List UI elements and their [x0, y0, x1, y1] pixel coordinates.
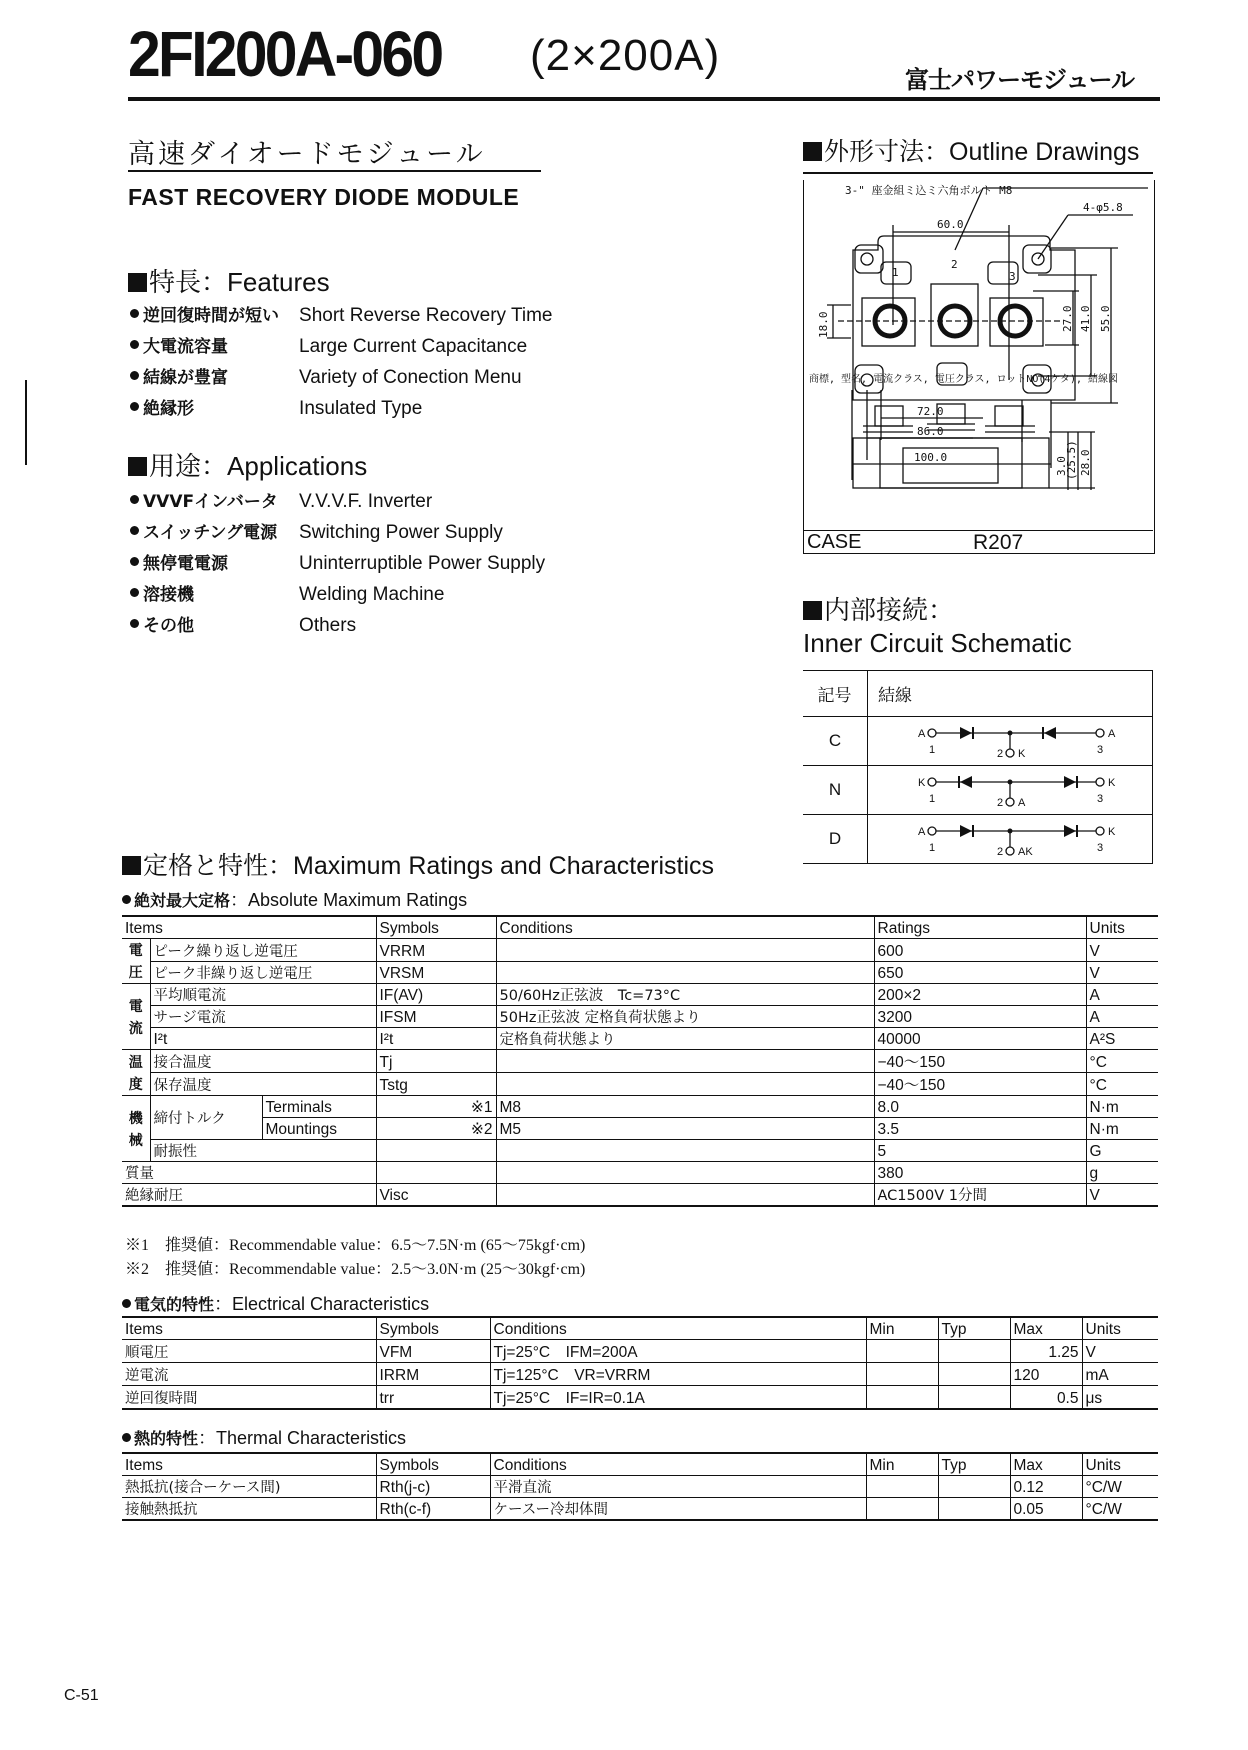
table-row — [122, 939, 1158, 962]
unit: V — [1086, 939, 1158, 962]
thermal-heading-en: Thermal Characteristics — [216, 1428, 407, 1448]
unit: °C/W — [1082, 1476, 1158, 1498]
typ-value — [938, 1498, 1010, 1521]
item-name: 平均順電流 — [150, 984, 376, 1006]
title-divider — [128, 97, 1160, 101]
table-row — [122, 1006, 1158, 1028]
label-note: 商標, 型名, 電流クラス, 電圧クラス, ロットNO(4ケタ), 結線図 — [809, 374, 1119, 385]
col-symbols: Symbols — [376, 1453, 490, 1476]
symbol: VFM — [376, 1340, 490, 1363]
item-name: 逆回復時間 — [122, 1386, 376, 1410]
unit: V — [1086, 961, 1158, 984]
item-name: 逆電流 — [122, 1363, 376, 1386]
circuit-d — [868, 815, 1152, 858]
schematic-heading-jp-text: 内部接続： — [824, 596, 955, 626]
typ-value — [938, 1340, 1010, 1363]
table-row — [122, 984, 1158, 1006]
outline-top-rule — [803, 172, 1153, 174]
item-name: Terminals — [262, 1096, 376, 1118]
conditions: M8 — [496, 1096, 874, 1118]
unit: °C — [1086, 1050, 1158, 1073]
table-row — [122, 1363, 1158, 1386]
dim-72: 72.0 — [917, 405, 944, 418]
typ-value — [938, 1363, 1010, 1386]
square-bullet-icon — [128, 273, 147, 292]
application-item — [130, 579, 545, 610]
features-heading-en: Features — [227, 267, 330, 297]
max-value: 120 — [1010, 1363, 1082, 1386]
node-label: K — [1018, 748, 1026, 760]
diode-icon — [1044, 727, 1056, 739]
col-min: Min — [866, 1453, 938, 1476]
unit: N·m — [1086, 1118, 1158, 1140]
col-wiring: 結線 — [868, 671, 1153, 717]
conditions: Tj=25°C IF=IR=0.1A — [490, 1386, 866, 1410]
node-label: A — [918, 826, 926, 838]
schematic-row — [803, 815, 1153, 864]
schematic-header-row — [803, 671, 1153, 717]
application-en: V.V.V.F. Inverter — [299, 491, 433, 512]
hole-note: 4-φ5.8 — [1083, 201, 1123, 214]
table-row — [122, 961, 1158, 984]
col-symbol: 記号 — [803, 671, 868, 717]
bullet-icon — [130, 340, 139, 349]
application-en: Uninterruptible Power Supply — [299, 553, 546, 574]
bullet-icon — [130, 309, 139, 318]
dim-55: 55.0 — [1099, 305, 1112, 332]
electrical-characteristics-table — [122, 1316, 1158, 1410]
circuit-c — [868, 717, 1152, 760]
feature-item — [130, 300, 552, 331]
table-header-row — [122, 916, 1158, 939]
unit: g — [1086, 1162, 1158, 1184]
table-row — [122, 1476, 1158, 1498]
conditions — [496, 1050, 874, 1073]
schematic-wiring — [868, 815, 1153, 864]
rating-value: 8.0 — [874, 1096, 1086, 1118]
abs-max-heading-en: Absolute Maximum Ratings — [248, 890, 468, 910]
electrical-heading-en: Electrical Characteristics — [232, 1294, 430, 1314]
conditions — [496, 961, 874, 984]
diode-icon — [960, 727, 972, 739]
node-label: AK — [1018, 846, 1033, 858]
symbol: I²t — [376, 1028, 496, 1050]
unit: mA — [1082, 1363, 1158, 1386]
table-row — [122, 1498, 1158, 1521]
table-header-row — [122, 1453, 1158, 1476]
brand-label: 富士パワーモジュール — [905, 66, 1135, 94]
symbol: VRRM — [376, 939, 496, 962]
dim-25-5: (25.5) — [1065, 440, 1078, 480]
conditions: 定格負荷状態より — [496, 1028, 874, 1050]
footnote-2: ※2 推奨値：Recommendable value：2.5～3.0N·m (25～30kgf·cm) — [125, 1261, 586, 1278]
group-current: 電流 — [122, 984, 150, 1050]
bullet-icon — [130, 495, 139, 504]
unit: G — [1086, 1140, 1158, 1162]
bullet-icon — [130, 402, 139, 411]
part-number-title: 2FI200A-060 — [128, 18, 442, 90]
symbol: IF(AV) — [376, 984, 496, 1006]
group-mechanical: 機械 — [122, 1096, 150, 1162]
features-heading-jp: 特長 — [149, 268, 202, 298]
item-name: 耐振性 — [150, 1140, 376, 1162]
terminal-num: 2 — [951, 258, 958, 271]
dim-41: 41.0 — [1079, 305, 1092, 332]
col-units: Units — [1082, 1317, 1158, 1340]
dim-3: 3.0 — [1055, 456, 1068, 476]
rating-value: 600 — [874, 939, 1086, 962]
feature-item — [130, 362, 552, 393]
min-value — [866, 1363, 938, 1386]
item-name: 質量 — [122, 1162, 376, 1184]
bullet-icon — [130, 526, 139, 535]
schematic-wiring — [868, 766, 1153, 815]
bullet-icon — [122, 1433, 131, 1442]
abs-max-heading: 絶対最大定格：Absolute Maximum Ratings — [122, 886, 467, 912]
col-symbols: Symbols — [376, 1317, 490, 1340]
thermal-characteristics-table — [122, 1452, 1158, 1521]
dim-60: 60.0 — [937, 218, 964, 231]
col-max: Max — [1010, 1453, 1082, 1476]
application-item — [130, 517, 545, 548]
square-bullet-icon — [803, 601, 822, 620]
terminal-num: 3 — [1009, 270, 1016, 283]
rating-value: 40000 — [874, 1028, 1086, 1050]
node-label: A — [1018, 797, 1026, 809]
application-en: Welding Machine — [299, 584, 445, 605]
conditions: Tj=125°C VR=VRRM — [490, 1363, 866, 1386]
col-conditions: Conditions — [490, 1317, 866, 1340]
application-item — [130, 548, 545, 579]
item-name: 順電圧 — [122, 1340, 376, 1363]
table-row — [122, 1096, 1158, 1118]
schematic-row — [803, 717, 1153, 766]
dim-27: 27.0 — [1061, 305, 1074, 332]
feature-en: Variety of Conection Menu — [299, 367, 522, 388]
mount-ear-tl — [855, 245, 883, 273]
application-item — [130, 486, 545, 517]
symbol: IRRM — [376, 1363, 490, 1386]
symbol: VRSM — [376, 961, 496, 984]
rating-value: 5 — [874, 1140, 1086, 1162]
application-jp: VVVFインバータ — [143, 492, 278, 512]
feature-en: Short Reverse Recovery Time — [299, 305, 553, 326]
table-row — [122, 1140, 1158, 1162]
current-rating-title: (2×200A) — [530, 31, 721, 80]
node-label: A — [1108, 728, 1116, 740]
circuit-n — [868, 766, 1152, 809]
node-num: 1 — [929, 744, 936, 756]
min-value — [866, 1386, 938, 1410]
unit: A — [1086, 984, 1158, 1006]
node-num: 3 — [1097, 793, 1104, 805]
ratings-heading-en: Maximum Ratings and Characteristics — [293, 852, 715, 880]
max-value: 1.25 — [1010, 1340, 1082, 1363]
col-typ: Typ — [938, 1317, 1010, 1340]
item-name: ピーク非繰り返し逆電圧 — [150, 961, 376, 984]
col-items: Items — [122, 1453, 376, 1476]
conditions — [496, 1140, 874, 1162]
outline-heading-jp: 外形寸法 — [824, 137, 925, 166]
mount-ear-tr — [1023, 245, 1051, 273]
diode-icon — [1064, 825, 1076, 837]
applications-heading: 用途：Applications — [128, 446, 367, 483]
application-jp: 溶接機 — [143, 585, 194, 605]
unit: V — [1082, 1340, 1158, 1363]
conditions — [496, 1162, 874, 1184]
col-conditions: Conditions — [496, 916, 874, 939]
conditions — [496, 939, 874, 962]
item-name: 熱抵抗(接合ーケース間) — [122, 1476, 376, 1498]
node-label: K — [918, 777, 926, 789]
square-bullet-icon — [803, 142, 822, 161]
item-name: 接触熱抵抗 — [122, 1498, 376, 1521]
schematic-symbol: C — [803, 717, 868, 766]
mount-hole-icon — [861, 253, 873, 265]
case-value: R207 — [973, 531, 1024, 554]
outline-heading: 外形寸法：Outline Drawings — [803, 132, 1139, 168]
bullet-icon — [130, 619, 139, 628]
symbol — [376, 1162, 496, 1184]
conditions: M5 — [496, 1118, 874, 1140]
rating-value: 650 — [874, 961, 1086, 984]
conditions: 50/60Hz正弦波 Tc=73°C — [496, 984, 874, 1006]
col-min: Min — [866, 1317, 938, 1340]
product-title-jp: 高速ダイオードモジュール — [128, 139, 486, 170]
unit: °C — [1086, 1073, 1158, 1096]
applications-list — [130, 486, 545, 641]
node-label: K — [1108, 777, 1116, 789]
conditions — [496, 1184, 874, 1207]
col-items: Items — [122, 916, 376, 939]
min-value — [866, 1476, 938, 1498]
feature-item — [130, 393, 552, 424]
node-num: 2 — [997, 797, 1004, 809]
table-row — [122, 1386, 1158, 1410]
col-typ: Typ — [938, 1453, 1010, 1476]
thermal-heading: 熱的特性：Thermal Characteristics — [122, 1424, 406, 1450]
typ-value — [938, 1386, 1010, 1410]
application-jp: その他 — [143, 616, 194, 636]
applications-heading-en: Applications — [227, 451, 368, 481]
bullet-icon — [130, 371, 139, 380]
unit: °C/W — [1082, 1498, 1158, 1521]
bullet-icon — [130, 557, 139, 566]
symbol: Rth(c-f) — [376, 1498, 490, 1521]
col-items: Items — [122, 1317, 376, 1340]
symbol: trr — [376, 1386, 490, 1410]
item-name: I²t — [150, 1028, 376, 1050]
item-name: 絶縁耐圧 — [122, 1184, 376, 1207]
bullet-icon — [122, 895, 131, 904]
note-ref: ※1 — [376, 1096, 496, 1118]
feature-item — [130, 331, 552, 362]
unit: V — [1086, 1184, 1158, 1207]
application-jp: 無停電電源 — [143, 554, 228, 574]
thermal-heading-jp: 熱的特性 — [134, 1429, 199, 1448]
max-value: 0.12 — [1010, 1476, 1082, 1498]
schematic-symbol: D — [803, 815, 868, 864]
col-units: Units — [1086, 916, 1158, 939]
application-jp: スイッチング電源 — [143, 523, 278, 543]
symbol: Tj — [376, 1050, 496, 1073]
electrical-heading-jp: 電気的特性 — [134, 1295, 215, 1314]
col-units: Units — [1082, 1453, 1158, 1476]
feature-jp: 逆回復時間が短い — [143, 306, 279, 326]
dim-100: 100.0 — [914, 451, 948, 464]
absolute-max-ratings-grid — [122, 915, 1158, 1207]
table-row — [122, 1028, 1158, 1050]
note-ref: ※2 — [376, 1118, 496, 1140]
applications-heading-jp: 用途 — [149, 452, 202, 482]
schematic-table — [803, 670, 1153, 864]
table-row — [122, 1118, 1158, 1140]
symbol: Rth(j-c) — [376, 1476, 490, 1498]
node-label: K — [1108, 826, 1116, 838]
square-bullet-icon — [128, 457, 147, 476]
scan-mark — [25, 380, 27, 465]
application-item — [130, 610, 545, 641]
unit: μs — [1082, 1386, 1158, 1410]
case-row — [803, 530, 1153, 553]
dim-18: 18.0 — [817, 311, 830, 338]
symbol: Visc — [376, 1184, 496, 1207]
rating-value: 3200 — [874, 1006, 1086, 1028]
product-title-divider — [128, 170, 541, 172]
feature-jp: 結線が豊富 — [143, 368, 228, 388]
symbol — [376, 1140, 496, 1162]
ratings-heading: 定格と特性：Maximum Ratings and Characteristics — [122, 846, 714, 882]
schematic-heading-en: Inner Circuit Schematic — [803, 628, 1072, 658]
rating-value: −40～150 — [874, 1073, 1086, 1096]
table-row — [122, 1340, 1158, 1363]
feature-en: Insulated Type — [299, 398, 423, 419]
col-max: Max — [1010, 1317, 1082, 1340]
schematic-row — [803, 766, 1153, 815]
min-value — [866, 1340, 938, 1363]
outline-drawing — [803, 180, 1155, 530]
feature-en: Large Current Capacitance — [299, 336, 528, 357]
item-name: サージ電流 — [150, 1006, 376, 1028]
conditions: 50Hz正弦波 定格負荷状態より — [496, 1006, 874, 1028]
symbol: IFSM — [376, 1006, 496, 1028]
bolt-note: 3-" 座金組ミ込ミ六角ボルト M8 — [845, 184, 1013, 197]
product-title-en: FAST RECOVERY DIODE MODULE — [128, 184, 520, 210]
max-value: 0.5 — [1010, 1386, 1082, 1410]
typ-value — [938, 1476, 1010, 1498]
abs-max-heading-jp: 絶対最大定格 — [134, 891, 231, 910]
schematic-heading-jp — [803, 590, 954, 627]
conditions — [496, 1073, 874, 1096]
max-value: 0.05 — [1010, 1498, 1082, 1521]
node-num: 2 — [997, 846, 1004, 858]
diode-icon — [960, 825, 972, 837]
electrical-heading: 電気的特性：Electrical Characteristics — [122, 1290, 429, 1316]
node-num: 1 — [929, 793, 936, 805]
terminal-num: 1 — [892, 266, 899, 279]
features-heading: 特長：Features — [128, 262, 330, 299]
group-voltage: 電圧 — [122, 939, 150, 984]
diode-icon — [1064, 776, 1076, 788]
schematic-wiring — [868, 717, 1153, 766]
feature-jp: 大電流容量 — [143, 337, 228, 357]
unit: A — [1086, 1006, 1158, 1028]
outline-heading-en: Outline Drawings — [949, 138, 1140, 166]
node-num: 3 — [1097, 842, 1104, 854]
item-name: 保存温度 — [150, 1073, 376, 1096]
features-list — [130, 300, 552, 424]
feature-jp: 絶縁形 — [143, 399, 194, 419]
conditions: 平滑直流 — [490, 1476, 866, 1498]
col-conditions: Conditions — [490, 1453, 866, 1476]
torque-label: 締付トルク — [150, 1096, 262, 1140]
conditions: ケースー冷却体間 — [490, 1498, 866, 1521]
node-num: 2 — [997, 748, 1004, 760]
table-header-row — [122, 1317, 1158, 1340]
rating-value: 3.5 — [874, 1118, 1086, 1140]
diode-icon — [960, 776, 972, 788]
item-name: Mountings — [262, 1118, 376, 1140]
ratings-heading-jp: 定格と特性 — [143, 851, 269, 880]
square-bullet-icon — [122, 856, 141, 875]
item-name: ピーク繰り返し逆電圧 — [150, 939, 376, 962]
col-symbols: Symbols — [376, 916, 496, 939]
table-row — [122, 1184, 1158, 1207]
dim-86: 86.0 — [917, 425, 944, 438]
application-en: Others — [299, 615, 357, 636]
bullet-icon — [130, 588, 139, 597]
node-num: 3 — [1097, 744, 1104, 756]
dim-28: 28.0 — [1079, 449, 1092, 476]
node-num: 1 — [929, 842, 936, 854]
symbol: Tstg — [376, 1073, 496, 1096]
rating-value: 200×2 — [874, 984, 1086, 1006]
group-temperature: 温度 — [122, 1050, 150, 1096]
rating-value: −40～150 — [874, 1050, 1086, 1073]
footnote-1: ※1 推奨値：Recommendable value：6.5～7.5N·m (65～75kgf·cm) — [125, 1237, 586, 1254]
conditions: Tj=25°C IFM=200A — [490, 1340, 866, 1363]
node-label: A — [918, 728, 926, 740]
application-en: Switching Power Supply — [299, 522, 503, 543]
page-number: C-51 — [64, 1687, 99, 1704]
table-row — [122, 1073, 1158, 1096]
rating-value: 380 — [874, 1162, 1086, 1184]
table-row — [122, 1050, 1158, 1073]
unit: A²S — [1086, 1028, 1158, 1050]
col-ratings: Ratings — [874, 916, 1086, 939]
side-view-body — [853, 438, 1049, 488]
bullet-icon — [122, 1299, 131, 1308]
min-value — [866, 1498, 938, 1521]
rating-value: AC1500V 1分間 — [874, 1184, 1086, 1207]
case-label: CASE — [807, 531, 862, 553]
table-row — [122, 1162, 1158, 1184]
item-name: 接合温度 — [150, 1050, 376, 1073]
schematic-symbol: N — [803, 766, 868, 815]
unit: N·m — [1086, 1096, 1158, 1118]
